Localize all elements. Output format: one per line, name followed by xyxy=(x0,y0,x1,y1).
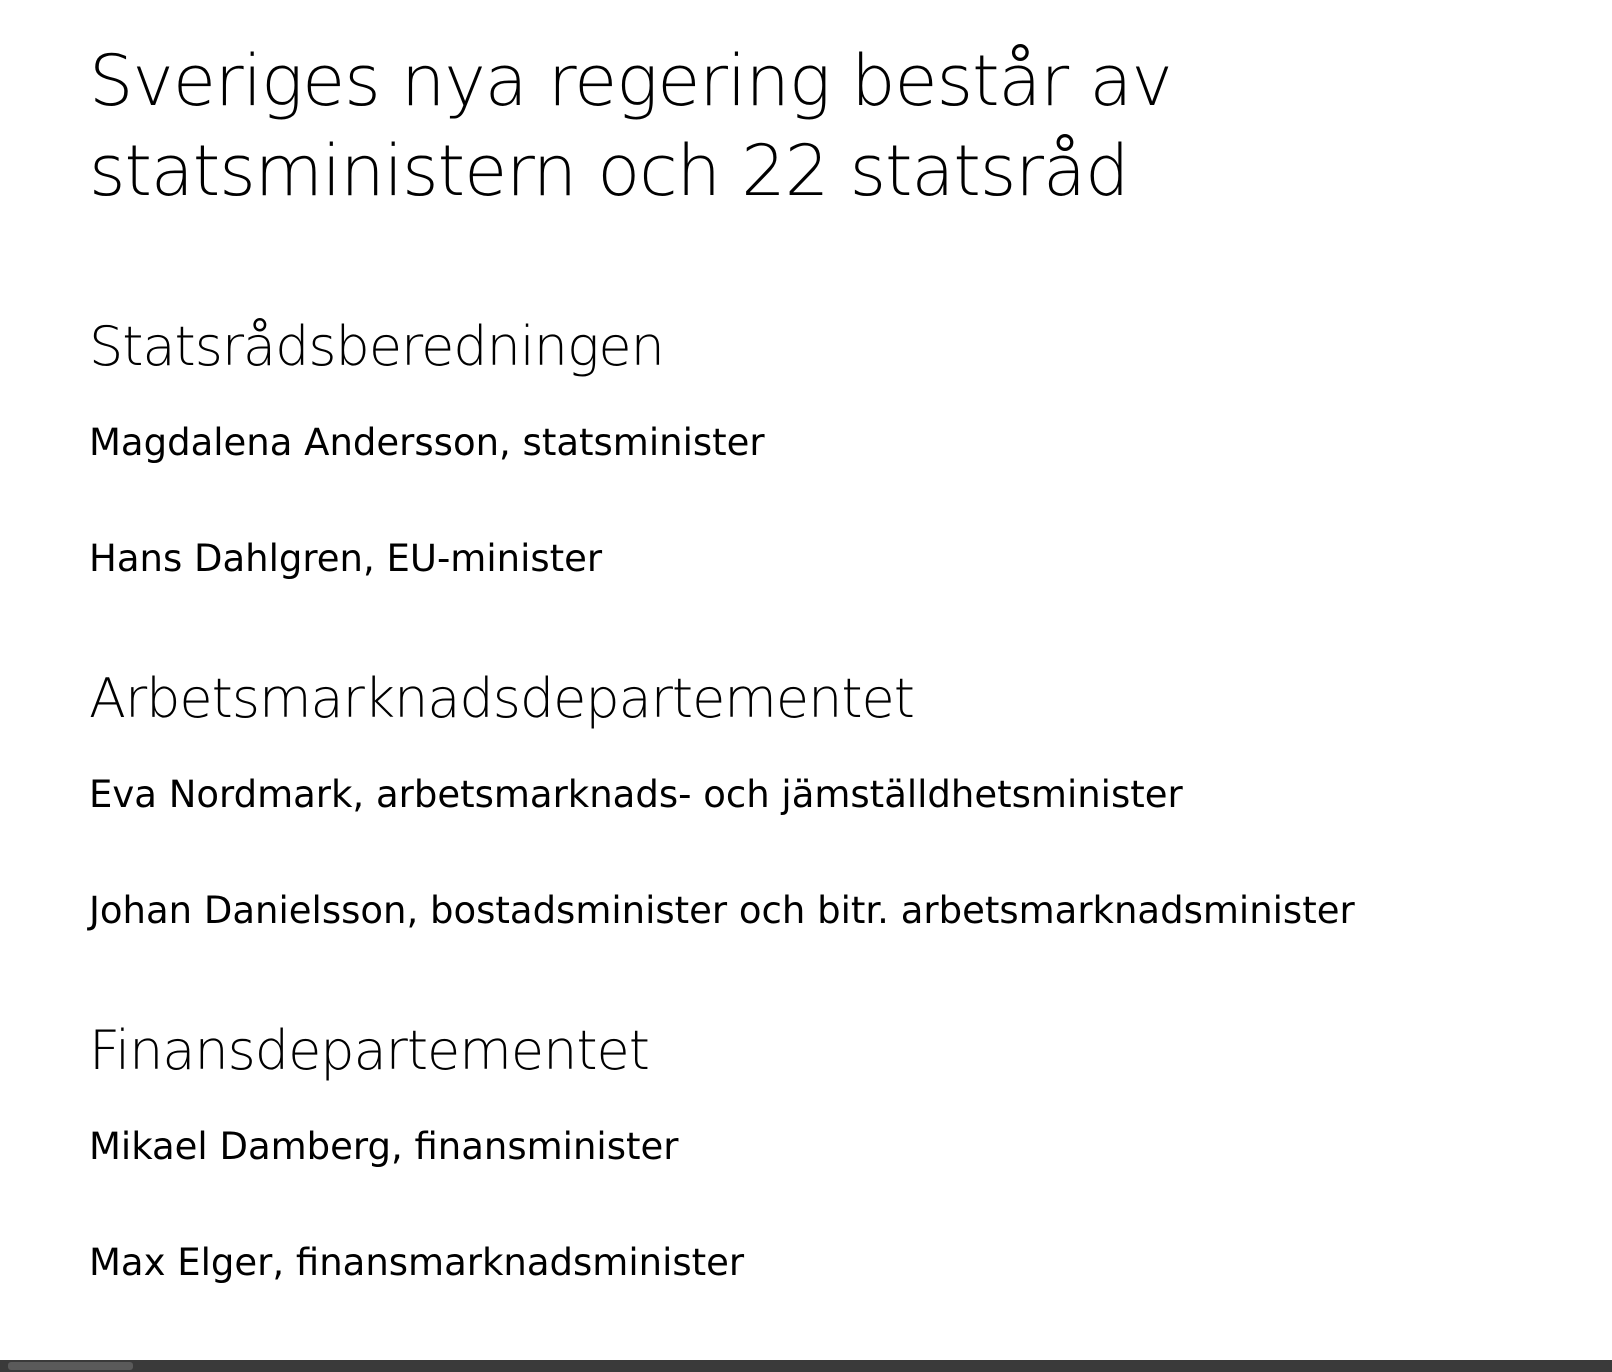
section-heading: Arbetsmarknadsdepartementet xyxy=(89,667,914,730)
horizontal-scrollbar[interactable] xyxy=(0,1360,1612,1372)
page-title-line-2: statsministern och 22 statsråd xyxy=(89,130,1129,212)
page-title xyxy=(89,36,1569,216)
section-heading: Statsrådsberedningen xyxy=(89,315,664,378)
minister-entry: Magdalena Andersson, statsminister xyxy=(89,421,765,464)
minister-entry: Max Elger, finansmarknadsminister xyxy=(89,1241,745,1284)
scrollbar-thumb[interactable] xyxy=(8,1362,133,1370)
section-heading: Finansdepartementet xyxy=(89,1019,649,1082)
section-finansdepartementet xyxy=(89,1016,1569,1288)
section-arbetsmarknadsdepartementet xyxy=(89,664,1569,936)
page-title-line-1: Sveriges nya regering består av xyxy=(89,40,1172,122)
article-content xyxy=(89,0,1569,1288)
minister-entry: Johan Danielsson, bostadsminister och bitr. arbetsmarknadsminister xyxy=(89,889,1355,932)
minister-entry: Hans Dahlgren, EU-minister xyxy=(89,537,603,580)
section-statsradsberedningen xyxy=(89,312,1569,584)
minister-entry: Eva Nordmark, arbetsmarknads- och jämställdhetsminister xyxy=(89,773,1183,816)
minister-entry: Mikael Damberg, finansminister xyxy=(89,1125,679,1168)
